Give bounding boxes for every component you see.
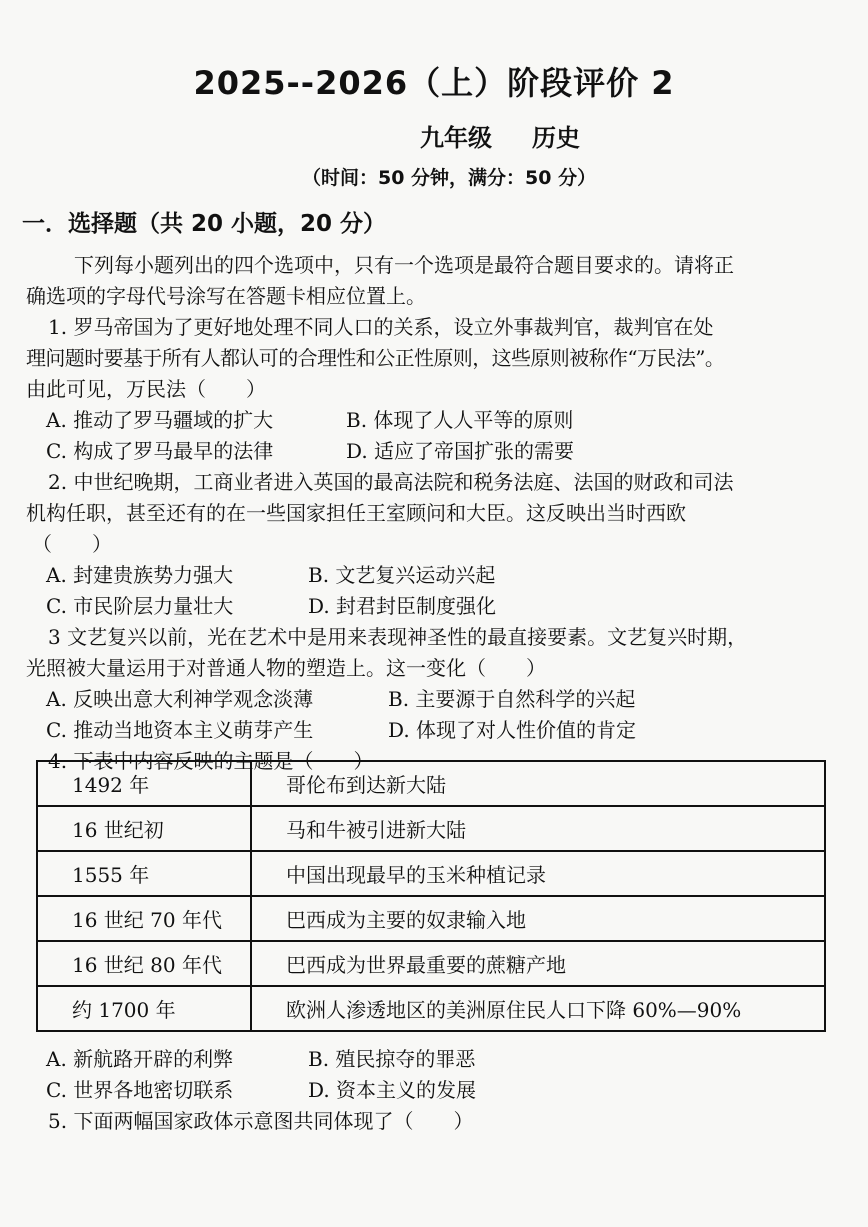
table-cell-event: 中国出现最早的玉米种植记录 [251,851,825,896]
question-3-stem: 3 文艺复兴以前，光在艺术中是用来表现神圣性的最直接要素。文艺复兴时期， [48,625,748,649]
option-a: A. 推动了罗马疆域的扩大 [46,408,274,432]
option-c: C. 世界各地密切联系 [46,1078,234,1102]
option-d: D. 封君封臣制度强化 [308,594,497,618]
table-cell-event: 巴西成为世界最重要的蔗糖产地 [251,941,825,986]
question-1-stem: 由此可见，万民法（ ） [26,377,266,401]
table-cell-year: 16 世纪 70 年代 [37,896,251,941]
table-row [37,761,825,806]
question-1-options [26,436,841,467]
question-4-stem: 4. 下表中内容反映的主题是（ ） [48,749,374,773]
table-row [37,896,825,941]
question-block [26,250,841,777]
question-5-stem: 5. 下面两幅国家政体示意图共同体现了（ ） [48,1109,474,1133]
section-heading: 一．选择题（共 20 小题，20 分） [22,211,387,237]
question-2-stem: （ ） [32,532,112,556]
table-row [37,806,825,851]
question-2-stem: 机构任职，甚至还有的在一些国家担任王室顾问和大臣。这反映出当时西欧 [26,501,686,525]
table-cell-year: 16 世纪初 [37,806,251,851]
option-c: C. 推动当地资本主义萌芽产生 [46,718,314,742]
question-1-stem: 1. 罗马帝国为了更好地处理不同人口的关系，设立外事裁判官，裁判官在处 [48,315,714,339]
table-cell-event: 哥伦布到达新大陆 [251,761,825,806]
exam-subtitle [420,118,580,153]
table-row [37,851,825,896]
option-d: D. 体现了对人性价值的肯定 [388,718,637,742]
table-cell-event: 欧洲人渗透地区的美洲原住民人口下降 60%—90% [251,986,825,1031]
option-b: B. 主要源于自然科学的兴起 [388,687,636,711]
question-block-lower [26,1044,476,1137]
option-b: B. 殖民掠夺的罪恶 [308,1047,476,1071]
option-a: A. 新航路开辟的利弊 [46,1047,234,1071]
question-4-options [26,1075,476,1106]
table-cell-year: 1492 年 [37,761,251,806]
question-2-options [26,591,841,622]
question-3-stem: 光照被大量运用于对普通人物的塑造上。这一变化（ ） [26,656,546,680]
table-cell-year: 1555 年 [37,851,251,896]
instruction-line: 下列每小题列出的四个选项中，只有一个选项是最符合题目要求的。请将正 [74,253,734,277]
table-cell-event: 马和牛被引进新大陆 [251,806,825,851]
question-3-options [26,715,841,746]
table-row [37,986,825,1031]
question-2-options [26,560,841,591]
subject-label: 历史 [532,124,580,152]
option-c: C. 构成了罗马最早的法律 [46,439,274,463]
question-1-stem: 理问题时要基于所有人都认可的合理性和公正性原则，这些原则被称作“万民法”。 [26,346,725,370]
option-d: D. 适应了帝国扩张的需要 [346,439,575,463]
option-c: C. 市民阶层力量壮大 [46,594,234,618]
table-row [37,941,825,986]
history-timeline-table [36,760,826,1032]
question-1-options [26,405,841,436]
option-b: B. 体现了人人平等的原则 [346,408,574,432]
option-a: A. 封建贵族势力强大 [46,563,234,587]
option-d: D. 资本主义的发展 [308,1078,477,1102]
instruction-line: 确选项的字母代号涂写在答题卡相应位置上。 [26,284,426,308]
exam-title: 2025--2026（上）阶段评价 2 [193,64,675,102]
time-info: （时间：50 分钟，满分：50 分） [302,167,597,189]
question-2-stem: 2. 中世纪晚期，工商业者进入英国的最高法院和税务法庭、法国的财政和司法 [48,470,734,494]
question-3-options [26,684,841,715]
option-b: B. 文艺复兴运动兴起 [308,563,496,587]
grade-label: 九年级 [420,124,492,152]
option-a: A. 反映出意大利神学观念淡薄 [46,687,314,711]
table-cell-year: 16 世纪 80 年代 [37,941,251,986]
table-cell-year: 约 1700 年 [37,986,251,1031]
table-cell-event: 巴西成为主要的奴隶输入地 [251,896,825,941]
question-4-options [26,1044,476,1075]
